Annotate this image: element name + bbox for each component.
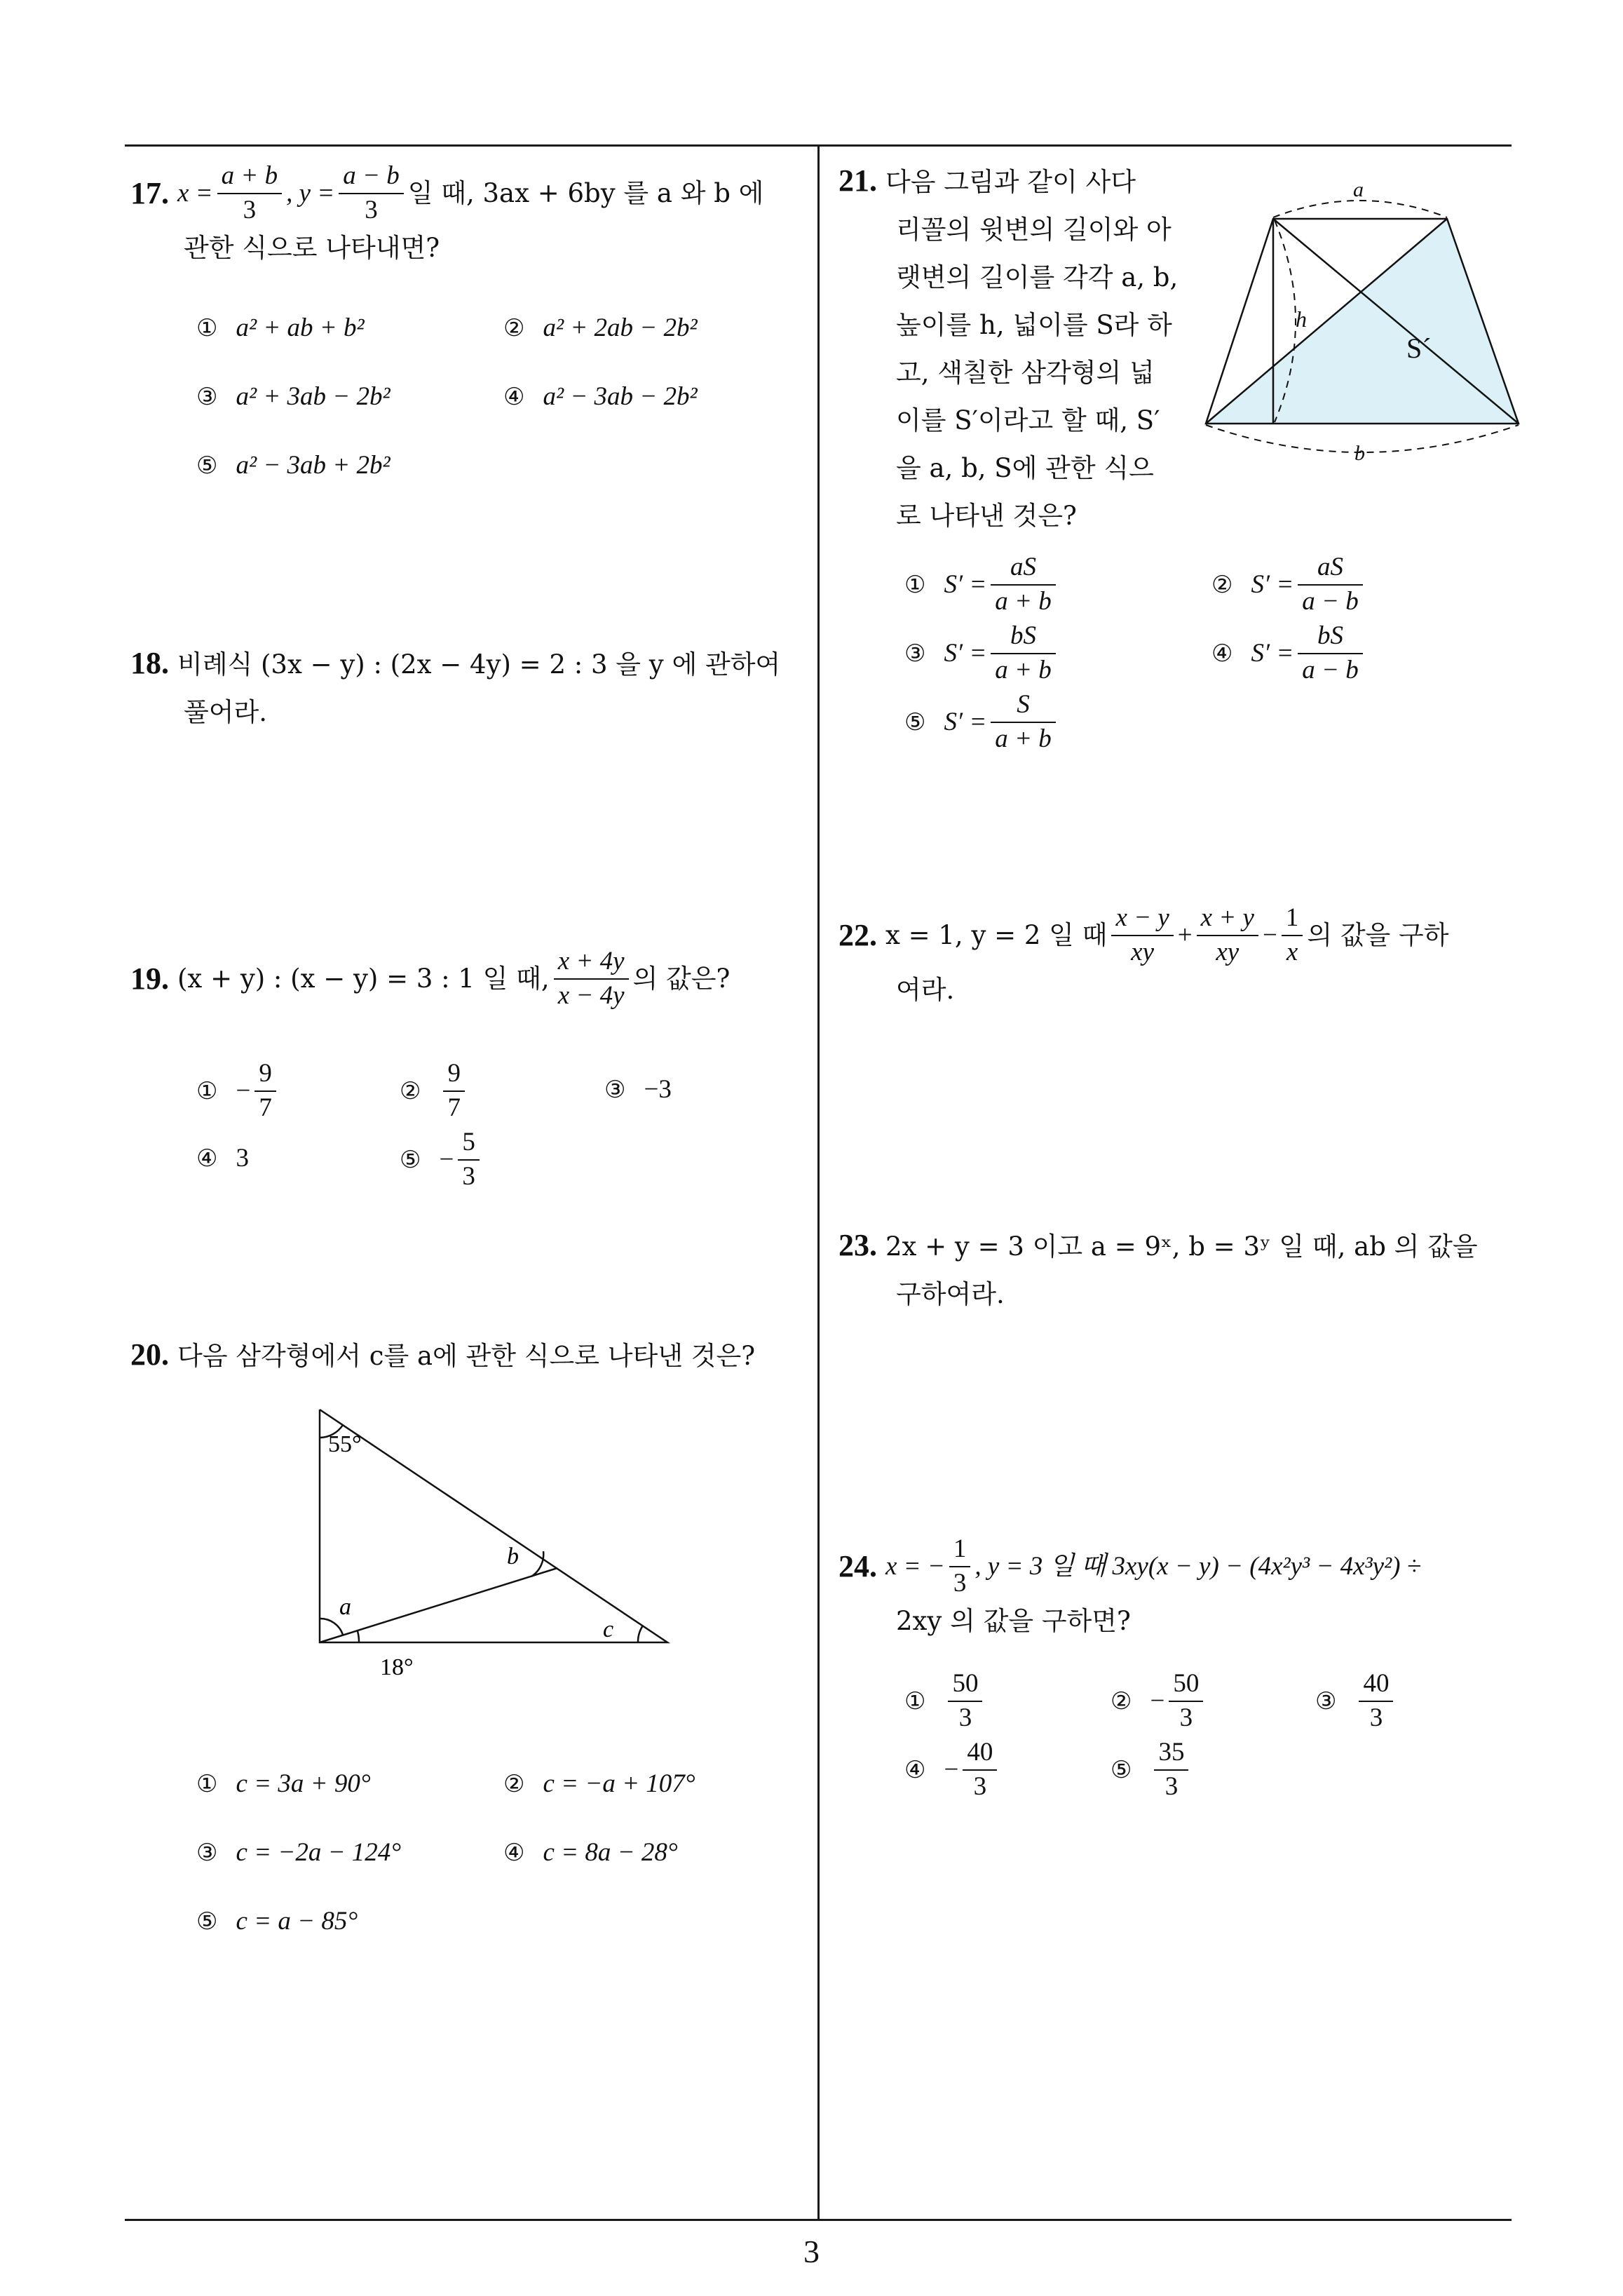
- choice-text: c = −2a − 124°: [236, 1838, 402, 1867]
- q24-line2: 2xy 의 값을 구하면?: [896, 1605, 1131, 1636]
- fraction-denominator: 3: [1179, 1703, 1193, 1732]
- fraction-numerator: a − b: [339, 163, 403, 194]
- choice-lhs: S′ =: [1251, 570, 1294, 600]
- q19-choice-2[interactable]: [400, 1060, 469, 1122]
- q21-choice-3[interactable]: [904, 623, 1060, 684]
- fraction-denominator: a − b: [1302, 586, 1359, 616]
- arc-18: [358, 1631, 359, 1642]
- q20-choice-5[interactable]: [196, 1906, 358, 1936]
- choice-lhs: S′ =: [944, 708, 987, 737]
- choice-mark: ②: [503, 313, 525, 342]
- q23-text: 2x + y = 3 이고 a = 9ˣ, b = 3ʸ 일 때, ab 의 값을: [885, 1231, 1478, 1262]
- fraction-numerator: 40: [963, 1739, 997, 1771]
- q22-line1: [838, 905, 1449, 966]
- q21-number: 21.: [838, 163, 877, 198]
- fraction-denominator: a + b: [995, 586, 1052, 616]
- q20-line1: [130, 1331, 755, 1380]
- question-21: [838, 157, 1178, 540]
- choice-mark: ③: [196, 382, 218, 411]
- q17-text-post: 일 때, 3ax + 6by 를 a 와 b 에: [407, 177, 764, 208]
- q24-text-pre: x = −: [885, 1551, 945, 1581]
- arc-a: [320, 1619, 343, 1635]
- choice-fraction: [991, 554, 1055, 616]
- fraction-numerator: x + 4y: [554, 948, 629, 980]
- q21-choice-5[interactable]: [904, 691, 1060, 753]
- choice-mark: ④: [503, 382, 525, 411]
- question-24: [838, 1536, 1421, 1645]
- choice-text: −3: [644, 1075, 672, 1104]
- choice-lhs: S′ =: [1251, 639, 1294, 668]
- column-divider: [817, 144, 820, 2220]
- cevian-line: [320, 1568, 557, 1642]
- fraction-numerator: S: [991, 691, 1055, 723]
- fraction-denominator: 7: [259, 1093, 272, 1122]
- choice-mark: ③: [604, 1075, 626, 1104]
- question-19: [130, 948, 730, 1010]
- label-h: h: [1296, 306, 1307, 332]
- choice-text: c = −a + 107°: [543, 1769, 695, 1798]
- q21-choice-4[interactable]: [1211, 623, 1367, 684]
- angle-a-label: a: [339, 1594, 351, 1620]
- q24-text-post: , y = 3 일 때 3xy(x − y) − (4x²y³ − 4x³y²) ÷: [975, 1551, 1421, 1581]
- q20-choice-3[interactable]: [196, 1837, 401, 1868]
- choice-sign: −: [439, 1145, 454, 1175]
- q23-line1: [838, 1222, 1478, 1271]
- choice-text: c = a − 85°: [236, 1907, 358, 1936]
- fraction-denominator: 3: [462, 1161, 475, 1191]
- question-20: [130, 1331, 755, 1380]
- fraction-denominator: 3: [973, 1771, 987, 1801]
- choice-mark: ①: [196, 1076, 218, 1105]
- q17-choice-4[interactable]: [503, 381, 698, 412]
- q17-fraction-y: [339, 163, 403, 224]
- q22-number: 22.: [838, 917, 877, 952]
- fraction-numerator: 50: [1169, 1670, 1203, 1702]
- fraction-denominator: 3: [953, 1568, 967, 1598]
- choice-mark: ③: [196, 1838, 218, 1867]
- q21-choice-2[interactable]: [1211, 554, 1367, 616]
- choice-fraction: [1298, 554, 1362, 616]
- choice-fraction: [1359, 1670, 1393, 1732]
- label-s-prime: S´: [1406, 332, 1432, 364]
- q24-line1: [838, 1536, 1421, 1598]
- fraction-numerator: bS: [991, 623, 1055, 654]
- q21-line3: 랫변의 길이를 각각 a, b,: [896, 262, 1179, 292]
- choice-fraction: [948, 1670, 982, 1732]
- choice-mark: ②: [1111, 1687, 1132, 1715]
- q21-text-line: 다음 그림과 같이 사다: [885, 167, 1136, 197]
- fraction-denominator: x: [1286, 937, 1298, 966]
- q17-choice-1[interactable]: [196, 313, 365, 343]
- choice-fraction: [991, 691, 1055, 753]
- fraction-denominator: a + b: [995, 724, 1052, 753]
- triangle-outline: [320, 1410, 667, 1642]
- label-b: b: [1354, 442, 1365, 465]
- choice-mark: ④: [1211, 639, 1233, 668]
- fraction-numerator: 1: [949, 1536, 971, 1567]
- fraction-numerator: 50: [948, 1670, 982, 1702]
- q21-line4: 높이를 h, 넓이를 S라 하: [896, 310, 1172, 340]
- q24-choice-2[interactable]: [1111, 1670, 1207, 1732]
- q19-fraction: [554, 948, 629, 1010]
- q21-line6: 이를 S′이라고 할 때, S′: [896, 405, 1160, 435]
- q18-line1: [130, 640, 780, 689]
- angle-c-label: c: [603, 1616, 614, 1642]
- q19-choice-5[interactable]: [400, 1129, 484, 1191]
- fraction-numerator: bS: [1298, 623, 1362, 654]
- choice-mark: ⑤: [1111, 1755, 1132, 1784]
- q24-choice-1[interactable]: [904, 1670, 986, 1732]
- q22-operator-plus: +: [1177, 920, 1193, 950]
- q22-fraction-1: [1111, 905, 1173, 966]
- q17-choice-3[interactable]: [196, 381, 391, 412]
- choice-fraction: [443, 1060, 465, 1122]
- fraction-numerator: x + y: [1197, 905, 1258, 936]
- fraction-numerator: x − y: [1111, 905, 1173, 936]
- q22-fraction-2: [1197, 905, 1258, 966]
- choice-mark: ①: [196, 313, 218, 342]
- choice-text: c = 3a + 90°: [236, 1769, 371, 1798]
- choice-fraction: [991, 623, 1055, 684]
- q19-text-post: 의 값은?: [632, 963, 731, 994]
- choice-text: a² + 2ab − 2b²: [543, 313, 698, 342]
- q19-line1: [130, 948, 730, 1010]
- q17-line2: 관한 식으로 나타내면?: [184, 232, 440, 263]
- arc-c: [638, 1626, 643, 1642]
- fraction-denominator: 7: [447, 1093, 461, 1122]
- choice-sign: −: [236, 1076, 251, 1106]
- q19-choice-1[interactable]: [196, 1060, 280, 1122]
- bottom-rule: [125, 2219, 1512, 2221]
- q24-choice-5[interactable]: [1111, 1739, 1193, 1801]
- q24-choice-4[interactable]: [904, 1739, 1001, 1801]
- fraction-denominator: x − 4y: [557, 980, 625, 1010]
- q22-fraction-3: [1282, 905, 1303, 966]
- fraction-numerator: aS: [991, 554, 1055, 586]
- choice-text: c = 8a − 28°: [543, 1838, 678, 1867]
- choice-lhs: S′ =: [944, 639, 987, 668]
- question-18: [130, 640, 780, 736]
- q17-line1: [130, 163, 763, 224]
- q20-choice-2[interactable]: [503, 1769, 695, 1799]
- choice-mark: ①: [904, 570, 926, 599]
- q19-choice-4[interactable]: [196, 1143, 249, 1173]
- choice-mark: ⑤: [400, 1145, 421, 1174]
- q17-number: 17.: [130, 175, 169, 210]
- fraction-denominator: 3: [1164, 1771, 1179, 1801]
- q17-choice-2[interactable]: [503, 313, 698, 343]
- choice-mark: ⑤: [196, 451, 218, 480]
- q20-number: 20.: [130, 1337, 169, 1372]
- choice-mark: ④: [503, 1838, 525, 1867]
- q20-triangle-figure: [308, 1396, 687, 1690]
- shaded-triangle: [1206, 219, 1519, 424]
- q20-choice-1[interactable]: [196, 1769, 371, 1799]
- choice-mark: ①: [196, 1769, 218, 1798]
- q19-text-pre: (x + y) : (x − y) = 3 : 1 일 때,: [177, 963, 550, 994]
- page-number: 3: [803, 2234, 820, 2269]
- choice-fraction: [1154, 1739, 1188, 1801]
- question-17: [130, 163, 763, 272]
- angle-b-label: b: [507, 1544, 519, 1569]
- choice-text: a² − 3ab − 2b²: [543, 382, 698, 411]
- q17-fraction-x: [217, 163, 282, 224]
- fraction-numerator: 35: [1154, 1739, 1188, 1771]
- fraction-numerator: 9: [254, 1060, 276, 1092]
- q19-choice-3[interactable]: [604, 1074, 672, 1105]
- choice-text: 3: [236, 1144, 249, 1173]
- question-23: [838, 1222, 1478, 1318]
- q21-line7: 을 a, b, S에 관한 식으: [896, 453, 1154, 483]
- q21-line1: [838, 157, 1178, 206]
- choice-mark: ①: [904, 1687, 926, 1715]
- top-brace: [1273, 201, 1447, 217]
- q18-text: 비례식 (3x − y) : (2x − 4y) = 2 : 3 을 y 에 관하여: [177, 649, 781, 680]
- label-a: a: [1353, 178, 1364, 201]
- choice-lhs: S′ =: [944, 570, 987, 600]
- q19-number: 19.: [130, 961, 169, 996]
- q21-line5: 고, 색칠한 삼각형의 넓: [896, 358, 1155, 388]
- choice-text: a² − 3ab + 2b²: [236, 451, 391, 480]
- fraction-numerator: 1: [1282, 905, 1303, 936]
- q22-operator-minus: −: [1262, 920, 1277, 950]
- choice-fraction: [458, 1129, 480, 1191]
- q22-text-post: 의 값을 구하: [1307, 919, 1449, 950]
- choice-fraction: [1169, 1670, 1203, 1732]
- q24-fraction: [949, 1536, 971, 1598]
- q21-trapezoid-figure: [1192, 171, 1528, 480]
- fraction-numerator: 40: [1359, 1670, 1393, 1702]
- fraction-denominator: 3: [1369, 1703, 1383, 1732]
- q24-choice-3[interactable]: [1315, 1670, 1397, 1732]
- choice-sign: −: [1150, 1687, 1165, 1716]
- q17-text-mid: , y =: [286, 178, 335, 208]
- q18-number: 18.: [130, 646, 169, 680]
- q21-choice-1[interactable]: [904, 554, 1060, 616]
- choice-mark: ③: [904, 639, 926, 668]
- fraction-denominator: 3: [365, 195, 378, 224]
- fraction-numerator: a + b: [217, 163, 282, 194]
- angle-55-label: 55°: [328, 1431, 362, 1457]
- fraction-denominator: xy: [1131, 937, 1155, 966]
- q17-choice-5[interactable]: [196, 450, 391, 480]
- choice-sign: −: [944, 1755, 959, 1785]
- choice-fraction: [1298, 623, 1362, 684]
- fraction-denominator: a − b: [1302, 655, 1359, 684]
- q18-line2: 풀어라.: [184, 697, 267, 727]
- choice-text: a² + ab + b²: [236, 313, 365, 342]
- choice-mark: ②: [1211, 570, 1233, 599]
- choice-mark: ⑤: [904, 708, 926, 736]
- fraction-numerator: 5: [458, 1129, 480, 1161]
- q22-text-pre: x = 1, y = 2 일 때: [885, 919, 1108, 950]
- fraction-denominator: 3: [958, 1703, 972, 1732]
- choice-fraction: [963, 1739, 997, 1801]
- angle-18-label: 18°: [380, 1654, 414, 1680]
- q23-number: 23.: [838, 1228, 877, 1262]
- fraction-denominator: xy: [1216, 937, 1240, 966]
- q23-line2: 구하여라.: [896, 1279, 1005, 1309]
- choice-mark: ②: [503, 1769, 525, 1798]
- q24-number: 24.: [838, 1548, 877, 1583]
- fraction-denominator: a + b: [995, 655, 1052, 684]
- q20-text: 다음 삼각형에서 c를 a에 관한 식으로 나타낸 것은?: [177, 1341, 756, 1371]
- choice-mark: ④: [904, 1755, 926, 1784]
- choice-fraction: [254, 1060, 276, 1122]
- fraction-numerator: aS: [1298, 554, 1362, 586]
- q20-choice-4[interactable]: [503, 1837, 678, 1868]
- choice-mark: ⑤: [196, 1907, 218, 1936]
- q22-line2: 여라.: [896, 974, 955, 1005]
- q21-line8: 로 나타낸 것은?: [896, 501, 1077, 531]
- choice-mark: ④: [196, 1144, 218, 1173]
- q21-line2: 리꼴의 윗변의 길이와 아: [896, 215, 1172, 245]
- q17-text-pre: x =: [177, 178, 213, 208]
- fraction-numerator: 9: [443, 1060, 465, 1092]
- fraction-denominator: 3: [243, 195, 257, 224]
- question-22: [838, 905, 1449, 1014]
- choice-text: a² + 3ab − 2b²: [236, 382, 391, 411]
- choice-mark: ②: [400, 1076, 421, 1105]
- choice-mark: ③: [1315, 1687, 1337, 1715]
